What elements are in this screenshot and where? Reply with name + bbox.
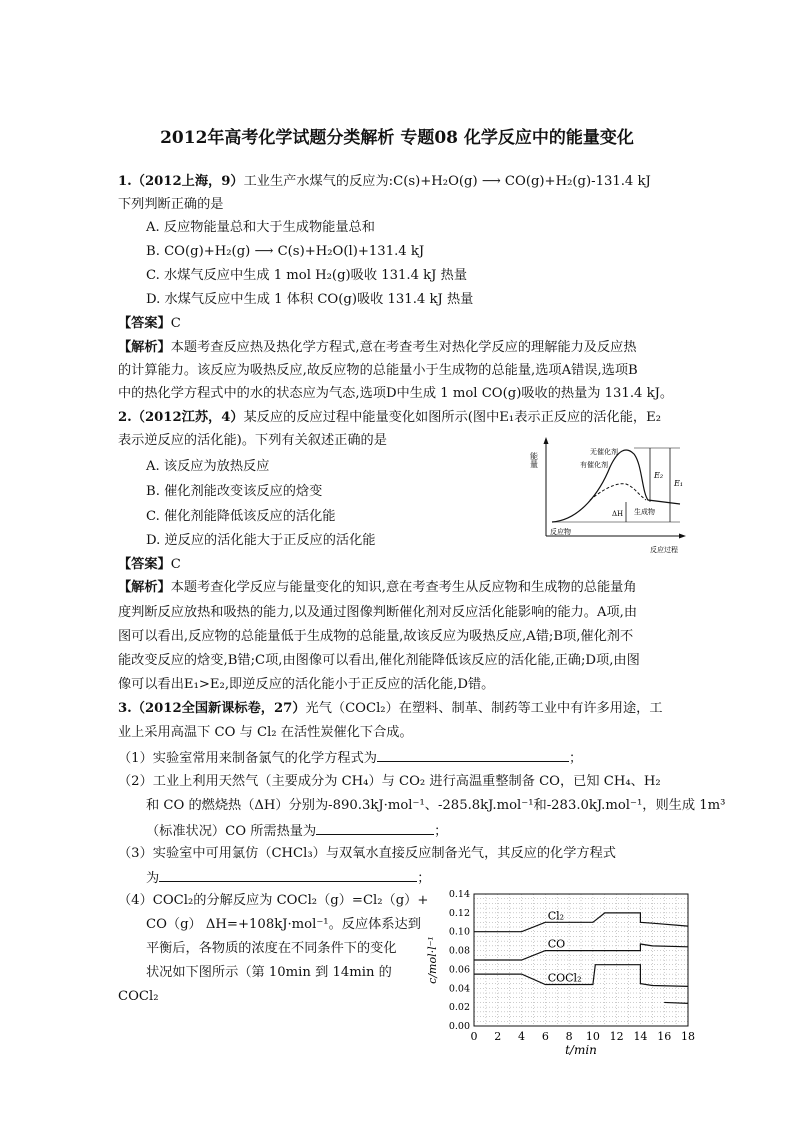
q2-analysis-4: 能改变反应的焓变,B错;C项,由图像可以看出,催化剂能降低该反应的活化能,正确;D项,由图 xyxy=(118,653,640,668)
x-tick-label: 12 xyxy=(609,1030,624,1043)
x-tick-label: 14 xyxy=(633,1030,648,1043)
q1-analysis-2: 的计算能力。该反应为吸热反应,故反应物的总能量小于生成物的总能量,选项A错误,选项B xyxy=(118,363,638,378)
y-tick-label: 0.10 xyxy=(448,926,470,938)
q1-stem-text: 工业生产水煤气的反应为:C(s)+H₂O(g) ⟶ CO(g)+H₂(g)-131.4 kJ xyxy=(243,174,651,189)
q2-analysis-label: 【解析】 xyxy=(118,580,171,595)
x-tick-label: 10 xyxy=(585,1030,600,1043)
q3-part1 xyxy=(118,747,582,769)
q3-part3-b xyxy=(146,867,430,889)
series-label-2: COCl₂ xyxy=(547,971,582,985)
q3-part4-2: CO（g） ΔH=+108kJ·mol⁻¹。反应体系达到 xyxy=(146,917,421,932)
answer-blank-3[interactable] xyxy=(159,867,417,882)
x-tick-label: 4 xyxy=(518,1030,526,1043)
y-tick-label: 0.14 xyxy=(448,889,470,900)
q1-answer-value: C xyxy=(170,316,181,331)
q1-analysis-3: 中的热化学方程式中的水的状态应为气态,选项D中生成 1 mol CO(g)吸收的热量为 131.4 kJ。 xyxy=(118,386,674,401)
q2-stem-text: 某反应的反应过程中能量变化如图所示(图中E₁表示正反应的活化能，E₂ xyxy=(243,410,661,425)
q2-option-a: A. 该反应为放热反应 xyxy=(146,459,270,474)
q1-answer xyxy=(118,314,181,334)
q2-option-d: D. 逆反应的活化能大于正反应的活化能 xyxy=(146,533,376,548)
q3-stem xyxy=(118,699,663,719)
q3-part3-semicolon: ； xyxy=(417,871,431,886)
q2-answer-value: C xyxy=(170,557,181,572)
y-tick-label: 0.08 xyxy=(448,945,470,957)
q3-part1-semicolon: ； xyxy=(568,751,583,766)
y-tick-label: 0.04 xyxy=(448,983,470,995)
q3-part4-4: 状况如下图所示（第 10min 到 14min 的 xyxy=(146,965,392,980)
q1-analysis-label: 【解析】 xyxy=(118,340,171,355)
q2-answer xyxy=(118,555,181,575)
q3-part3-a: （3）实验室中可用氯仿（CHCl₃）与双氧水直接反应制备光气，其反应的化学方程式 xyxy=(118,846,616,861)
q1-answer-label: 【答案】 xyxy=(118,316,171,331)
series-label-1: CO xyxy=(547,937,566,951)
product-label: 生成物 xyxy=(634,508,655,516)
q3-part2-semicolon: ； xyxy=(434,824,448,839)
q3-part2-b: 和 CO 的燃烧热（ΔH）分别为-890.3kJ·mol⁻¹、-285.8kJ.mol⁻¹和-283.0kJ.mol⁻¹，则生成 1m³ xyxy=(146,798,726,813)
answer-blank-1[interactable] xyxy=(377,747,569,762)
q1-option-d: D. 水煤气反应中生成 1 体积 CO(g)吸收 131.4 kJ 热量 xyxy=(146,292,474,307)
dh-label: ΔH xyxy=(612,510,624,518)
q2-stem xyxy=(118,408,661,428)
q1-option-a: A. 反应物能量总和大于生成物能量总和 xyxy=(146,220,375,235)
q2-head: 2.（2012江苏，4） xyxy=(118,410,244,425)
q2-analysis-1 xyxy=(118,578,637,598)
page-title: 2012年高考化学试题分类解析 专题08 化学反应中的能量变化 xyxy=(160,128,634,148)
q3-stem2: 业上采用高温下 CO 与 Cl₂ 在活性炭催化下合成。 xyxy=(118,725,413,740)
q3-part4-3: 平衡后，各物质的浓度在不同条件下的变化 xyxy=(146,941,397,956)
y-tick-label: 0.06 xyxy=(448,964,470,976)
energy-diagram xyxy=(530,432,700,560)
x-tick-label: 18 xyxy=(681,1030,695,1043)
x-axis-label: t/min xyxy=(565,1043,597,1057)
y-tick-label: 0.12 xyxy=(448,907,470,919)
catalyst-curve xyxy=(590,484,646,500)
y-tick-label: 0.00 xyxy=(448,1021,470,1032)
q3-part1-text: （1）实验室常用来制备氯气的化学方程式为 xyxy=(118,751,377,766)
answer-blank-2[interactable] xyxy=(316,820,434,835)
q2-stem2: 表示逆反应的活化能)。下列有关叙述正确的是 xyxy=(118,433,387,448)
q2-analysis-text: 本题考查化学反应与能量变化的知识,意在考查考生从反应物和生成物的总能量角 xyxy=(170,580,637,595)
q1-head: 1.（2012上海，9） xyxy=(118,174,244,189)
q1-option-b: B. CO(g)+H₂(g) ⟶ C(s)+H₂O(l)+131.4 kJ xyxy=(146,244,425,259)
e2-label: E₂ xyxy=(654,471,664,480)
x-tick-label: 8 xyxy=(565,1030,573,1043)
energy-xlabel: 反应过程 xyxy=(650,546,678,554)
q1-analysis-text: 本题考查反应热及热化学方程式,意在考查考生对热化学反应的理解能力及反应热 xyxy=(170,340,637,355)
y-tick-label: 0.02 xyxy=(448,1002,470,1014)
q3-part4-1: （4）COCl₂的分解反应为 COCl₂（g）=Cl₂（g）+ xyxy=(118,893,429,908)
e1-label: E₁ xyxy=(674,479,684,488)
q3-part2-c xyxy=(146,820,447,842)
series-label-0: Cl₂ xyxy=(547,909,565,923)
q2-option-b: B. 催化剂能改变该反应的焓变 xyxy=(146,484,323,499)
q3-part3-b-text: 为 xyxy=(146,871,160,886)
q3-part2-a: （2）工业上利用天然气（主要成分为 CH₄）与 CO₂ 进行高温重整制备 CO，已知 CH₄、H₂ xyxy=(118,774,661,789)
y-axis-label: c/mol·l⁻¹ xyxy=(426,936,439,984)
x-tick-label: 0 xyxy=(470,1030,478,1043)
q2-analysis-5: 像可以看出E₁>E₂,即逆反应的活化能小于正反应的活化能,D错。 xyxy=(118,677,495,692)
q1-analysis-1 xyxy=(118,338,637,358)
q3-part4-5: COCl₂ xyxy=(118,989,159,1004)
concentration-chart xyxy=(426,884,696,1064)
no-catalyst-label: 无催化剂 xyxy=(590,448,618,456)
q2-analysis-2: 度判断反应放热和吸热的能力,以及通过图像判断催化剂对反应活化能影响的能力。A项,由 xyxy=(118,605,638,620)
x-tick-label: 6 xyxy=(541,1030,549,1043)
q3-part2-c-text: （标准状况）CO 所需热量为 xyxy=(146,824,317,839)
q2-answer-label: 【答案】 xyxy=(118,557,171,572)
q1-stem2: 下列判断正确的是 xyxy=(118,197,224,212)
with-catalyst-label: 有催化剂 xyxy=(580,461,608,469)
energy-ylabel: 能量 xyxy=(530,452,539,468)
x-tick-label: 2 xyxy=(494,1030,502,1043)
q1-stem xyxy=(118,172,651,192)
reactant-label: 反应物 xyxy=(550,528,571,536)
q2-analysis-3: 图可以看出,反应物的总能量低于生成物的总能量,故该反应为吸热反应,A错;B项,催化剂不 xyxy=(118,629,634,644)
q3-stem-text: 光气（COCl₂）在塑料、制革、制药等工业中有许多用途，工 xyxy=(305,701,663,716)
q2-option-c: C. 催化剂能降低该反应的活化能 xyxy=(146,509,336,524)
q1-option-c: C. 水煤气反应中生成 1 mol H₂(g)吸收 131.4 kJ 热量 xyxy=(146,268,468,283)
q3-head: 3.（2012全国新课标卷，27） xyxy=(118,701,306,716)
x-tick-label: 16 xyxy=(657,1030,672,1043)
